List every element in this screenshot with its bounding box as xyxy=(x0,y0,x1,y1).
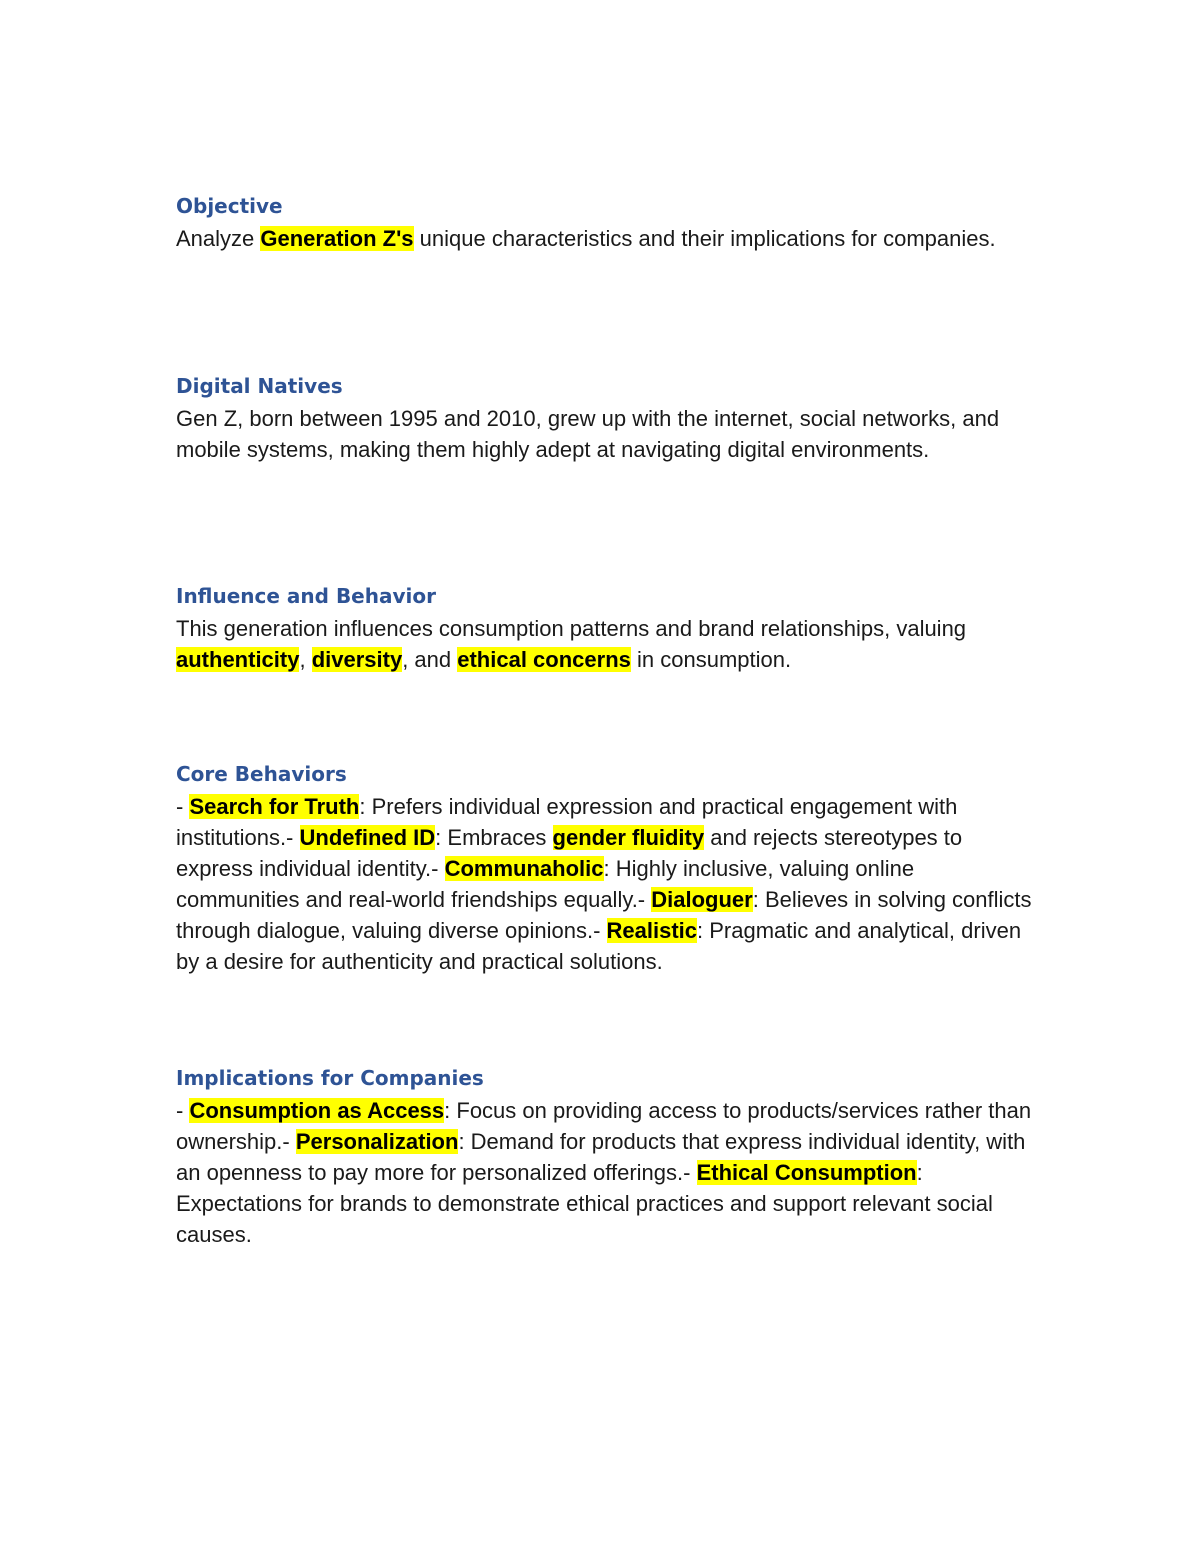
text-run: : Demand for products that express individual identity, with an openness to pay more for personalized offerings.- xyxy=(176,1129,1026,1185)
highlighted-term: Personalization xyxy=(295,1129,459,1154)
text-run: in consumption. xyxy=(630,647,792,672)
text-run: This generation influences consumption patterns and brand relationships, valuing xyxy=(176,616,967,641)
section-heading: Core Behaviors xyxy=(176,762,347,786)
text-run: : Embraces xyxy=(435,825,553,850)
text-run: : Believes in solving conflicts through dialogue, valuing diverse opinions.- xyxy=(176,887,1032,943)
text-run: : Focus on providing access to products/services rather than ownership.- xyxy=(176,1098,1032,1154)
text-run: : Prefers individual expression and practical engagement with institutions.- xyxy=(176,794,958,850)
section-heading: Objective xyxy=(176,194,283,218)
highlighted-term: Ethical Consumption xyxy=(696,1160,917,1185)
text-run: Analyze xyxy=(176,226,261,251)
section-heading: Digital Natives xyxy=(176,374,343,398)
highlighted-term: Undefined ID xyxy=(299,825,436,850)
text-run: Gen Z, born between 1995 and 2010, grew up with the internet, social networks, and mobile systems, making them highly adept at navigating digital environments. xyxy=(176,406,1000,462)
highlighted-term: ethical concerns xyxy=(457,647,631,672)
highlighted-term: Search for Truth xyxy=(189,794,360,819)
text-run: , and xyxy=(402,647,458,672)
highlighted-term: Communaholic xyxy=(444,856,604,881)
section-heading: Implications for Companies xyxy=(176,1066,484,1090)
highlighted-term: Realistic xyxy=(606,918,698,943)
section-body xyxy=(176,223,1036,254)
text-run: : Highly inclusive, valuing online communities and real-world friendships equally.- xyxy=(176,856,915,912)
text-run: : Pragmatic and analytical, driven by a desire for authenticity and practical solutions. xyxy=(176,918,1022,974)
section-body xyxy=(176,613,1036,675)
section-digital-natives xyxy=(176,373,1036,465)
section-influence-behavior xyxy=(176,583,1036,675)
highlighted-term: diversity xyxy=(311,647,403,672)
highlighted-term: gender fluidity xyxy=(552,825,705,850)
section-body xyxy=(176,403,1036,465)
highlighted-term: Dialoguer xyxy=(651,887,753,912)
section-body xyxy=(176,1095,1036,1250)
text-run: , xyxy=(299,647,312,672)
text-run: : Expectations for brands to demonstrate ethical practices and support relevant social causes. xyxy=(176,1160,993,1247)
section-implications xyxy=(176,1065,1036,1250)
highlighted-term: Generation Z's xyxy=(260,226,414,251)
section-core-behaviors xyxy=(176,761,1036,977)
section-objective xyxy=(176,193,1036,254)
text-run: - xyxy=(176,1098,190,1123)
highlighted-term: Consumption as Access xyxy=(189,1098,445,1123)
highlighted-term: authenticity xyxy=(176,647,300,672)
section-body xyxy=(176,791,1036,977)
text-run: and rejects stereotypes to express individual identity.- xyxy=(176,825,963,881)
text-run: - xyxy=(176,794,190,819)
section-heading: Influence and Behavior xyxy=(176,584,436,608)
text-run: unique characteristics and their implications for companies. xyxy=(413,226,996,251)
